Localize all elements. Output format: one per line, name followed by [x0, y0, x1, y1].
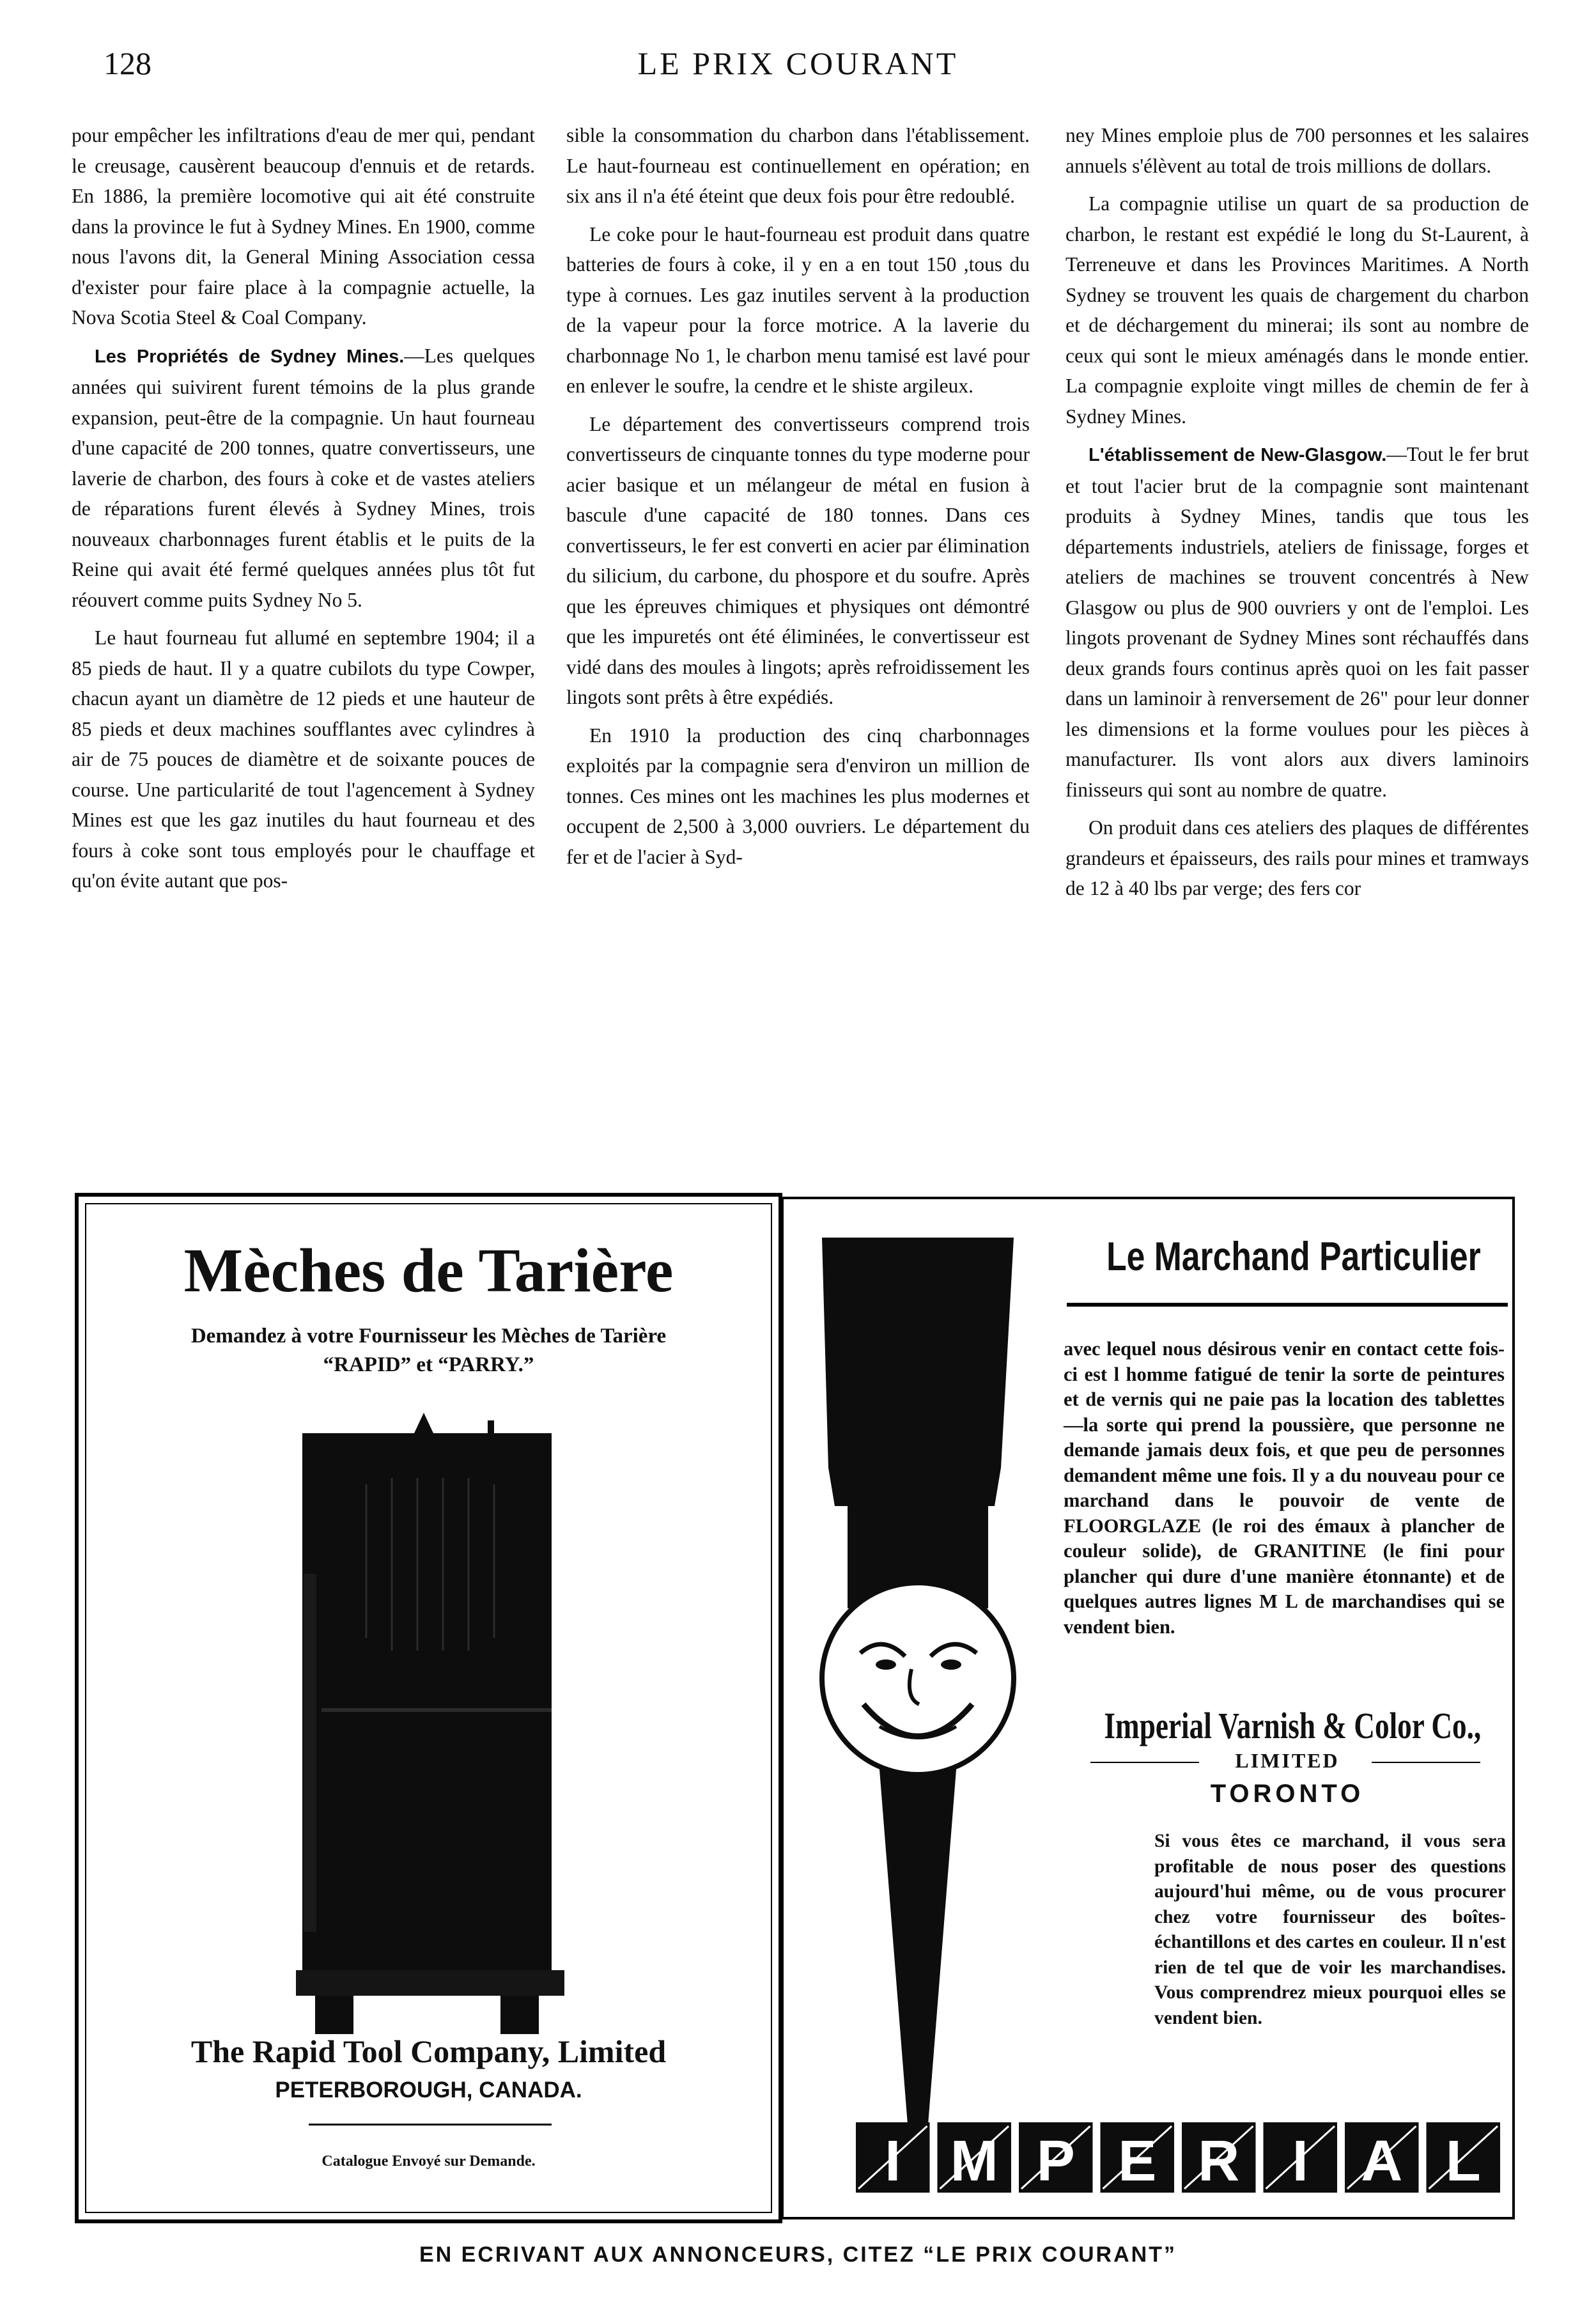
article-paragraph: [1065, 439, 1529, 805]
divider: [309, 2124, 552, 2126]
ad-title: Le Marchand Particulier: [1106, 1234, 1481, 1279]
article-paragraph: [1065, 120, 1529, 181]
paint-brush-illustration: [809, 1238, 1027, 2133]
section-subheading: L'établissement de New-Glasgow.: [1089, 445, 1387, 465]
company-name: The Rapid Tool Company, Limited: [190, 2033, 667, 2069]
imperial-brand-logo: [852, 2120, 1504, 2195]
rapid-tool-advertisement: [75, 1193, 782, 2223]
brand-letter: R: [1198, 2129, 1240, 2193]
paragraph-text: ney Mines emploie plus de 700 personnes et les salaires annuels s'élèvent au total de trois millions de dollars.: [1065, 124, 1529, 177]
catalog-note: Catalogue Envoyé sur Demande.: [322, 2153, 536, 2170]
brand-letter: E: [1118, 2129, 1157, 2193]
article-paragraph: [566, 720, 1030, 873]
ad-subtitle-line1: Demandez à votre Fournisseur les Mèches de Tarière: [190, 1325, 667, 1348]
paragraph-text: —Tout le fer brut et tout l'acier brut de la compagnie sont maintenant produits à Sydney Mines, tandis que tous les départements industriels, ateliers de finissage, forges et ateliers de machines se trouvent concentrés à New Glasgow ou plus de 900 ouvriers y ont de l'emploi. Les lingots provenant de Sydney Mines sont réchauffés dans deux grands fours continus après quoi on les fait passer dans un laminoir à renversement de 26" pour leur donner les dimensions et la forme voulues pour les pièces à manufacturer. Ils vont alors aux divers laminoirs finisseurs qui sont au nombre de quatre.: [1065, 443, 1529, 801]
article-paragraph: [72, 341, 535, 616]
paragraph-text: On produit dans ces ateliers des plaques de différentes grandeurs et épaisseurs, des rails pour mines et tramways de 12 à 40 lbs par verge; des fers cor: [1065, 816, 1529, 899]
brand-letter: A: [1361, 2129, 1403, 2193]
manufacturer-city: TORONTO: [1210, 1780, 1365, 1808]
limited-rule-right: [1372, 1762, 1480, 1763]
page-footer: EN ECRIVANT AUX ANNONCEURS, CITEZ “LE PRIX COURANT”: [419, 2242, 1177, 2267]
article-paragraph: [1065, 189, 1529, 431]
paragraph-text: pour empêcher les infiltrations d'eau de mer qui, pendant le creusage, causèrent beaucoup d'ennuis et de retards. En 1886, la première locomotive qui ait été construite dans la province le fut à Sydney Mines. En 1900, comme nous l'avons dit, la General Mining Association cessa d'exister pour faire place à la compagnie actuelle, la Nova Scotia Steel & Coal Company.: [72, 124, 535, 329]
ad-title: Mèches de Tarière: [183, 1236, 674, 1305]
brand-letter: M: [950, 2129, 998, 2193]
article-paragraph: [566, 219, 1030, 401]
paragraph-text: sible la consommation du charbon dans l'établissement. Le haut-fourneau est continuellement en opération; en six ans il n'a été éteint que deux fois pour être redoublé.: [566, 124, 1030, 207]
brand-letter: I: [885, 2129, 901, 2193]
ad-pitch-text: Si vous êtes ce marchand, il vous sera profitable de nous poser des questions aujourd'hui même, ou de vous procurer chez votre fournisseur des boîtes-échantillons et des cartes en couleur. Il n'est rien de tel que de voir les marchandises. Vous comprendrez mieux pourquoi elles se vendent bien.: [1154, 1831, 1506, 2028]
article-paragraph: [566, 120, 1030, 212]
article-paragraph: [72, 623, 535, 896]
company-city: PETERBOROUGH, CANADA.: [275, 2078, 582, 2102]
article-column-1: [72, 120, 535, 1169]
paragraph-text: Le département des convertisseurs comprend trois convertisseurs de cinquante tonnes du type moderne pour acier basique et un mélangeur de métal en fusion à bascule d'une capacité de 180 tonnes. Dans ces convertisseurs, le fer est converti en acier par élimination du silicium, du carbone, du phospore et du soufre. Après que les épreuves chimiques et physiques ont démontré que les impuretés ont été éliminées, le convertisseur est vidé dans des moules à lingots; après refroidissement les lingots sont prêts à être expédiés.: [566, 412, 1030, 708]
brand-letter: P: [1036, 2129, 1075, 2193]
manufacturer-name: Imperial Varnish & Color Co.,: [1104, 1705, 1482, 1746]
ad-body-text: avec lequel nous désirous venir en contact cette fois-ci est l homme fatigué de tenir la sorte de peintures et de vernis qui ne paie pas la location des tablettes—la sorte qui prend la poussière, que personne ne demande jamais deux fois, et que peu de personnes demandent même une fois. Il y a du nouveau pour ce marchand dans le pouvoir de vente de FLOORGLAZE (le roi des émaux à plancher de couleur solide), de GRANITINE (le fini pour plancher qui dure d'une manière étonnante) et de quelques autres lignes M L de marchandises qui se vendent bien.: [1064, 1338, 1505, 1638]
limited-label: LIMITED: [1235, 1749, 1340, 1772]
imperial-varnish-advertisement: [781, 1197, 1515, 2219]
auger-bit-cabinet-illustration: [296, 1408, 564, 2047]
paragraph-text: En 1910 la production des cinq charbonnages exploités par la compagnie sera d'environ un million de tonnes. Ces mines ont les machines les plus modernes et occupent de 2,500 à 3,000 ouvriers. Le département du fer et de l'acier à Syd-: [566, 724, 1030, 868]
section-subheading: Les Propriétés de Sydney Mines.: [95, 346, 405, 367]
article-paragraph: [72, 120, 535, 333]
page-header: [0, 45, 1596, 96]
article-paragraph: [1065, 812, 1529, 904]
paragraph-text: Le coke pour le haut-fourneau est produit dans quatre batteries de fours à coke, il y en a en tout 150 ,tous du type à cornues. Les gaz inutiles servent à la production de la vapeur pour la force motrice. A la laverie du charbonnage No 1, le charbon menu tamisé est lavé pour en enlever le soufre, la cendre et le shiste argileux.: [566, 222, 1030, 397]
page-number: 128: [104, 45, 151, 81]
brand-letter: L: [1445, 2129, 1481, 2193]
paragraph-text: La compagnie utilise un quart de sa production de charbon, le restant est expédié le long du St-Laurent, à Terreneuve et dans les Provinces Maritimes. A North Sydney se trouvent les quais de chargement du charbon et de déchargement du minerai; ils sont au nombre de ceux qui sont le mieux aménagés dans le monde entier. La compagnie exploite vingt milles de chemin de fer à Sydney Mines.: [1065, 192, 1529, 428]
article-column-3: [1065, 120, 1529, 1169]
article-paragraph: [566, 409, 1030, 713]
title-rule: [1067, 1303, 1508, 1307]
brand-letter: I: [1292, 2129, 1308, 2193]
paragraph-text: —Les quelques années qui suivirent furent témoins de la plus grande expansion, peut-être de la compagnie. Un haut fourneau d'une capacité de 200 tonnes, quatre convertisseurs, une laverie de charbon, des fours à coke et de vastes ateliers de réparations furent élevés à Sydney Mines, trois nouveaux charbonnages furent établis et le puits de la Reine qui avait été fermé quelques années plus tôt fut réouvert comme puits Sydney No 5.: [72, 344, 535, 611]
running-title: LE PRIX COURANT: [637, 45, 959, 81]
paragraph-text: Le haut fourneau fut allumé en septembre 1904; il a 85 pieds de haut. Il y a quatre cubilots du type Cowper, chacun ayant un diamètre de 12 pieds et une hauteur de 85 pieds et deux machines soufflantes avec cylindres à air de 75 pouces de diamètre et de soixante pouces de course. Une particularité de tout l'agencement à Sydney Mines est que les gaz inutiles du haut fourneau et des fours à coke sont tous employés pour le chauffage et qu'on évite autant que pos-: [72, 626, 535, 892]
article-column-2: [566, 120, 1030, 1169]
ad-subtitle-line2: “RAPID” et “PARRY.”: [323, 1353, 534, 1376]
